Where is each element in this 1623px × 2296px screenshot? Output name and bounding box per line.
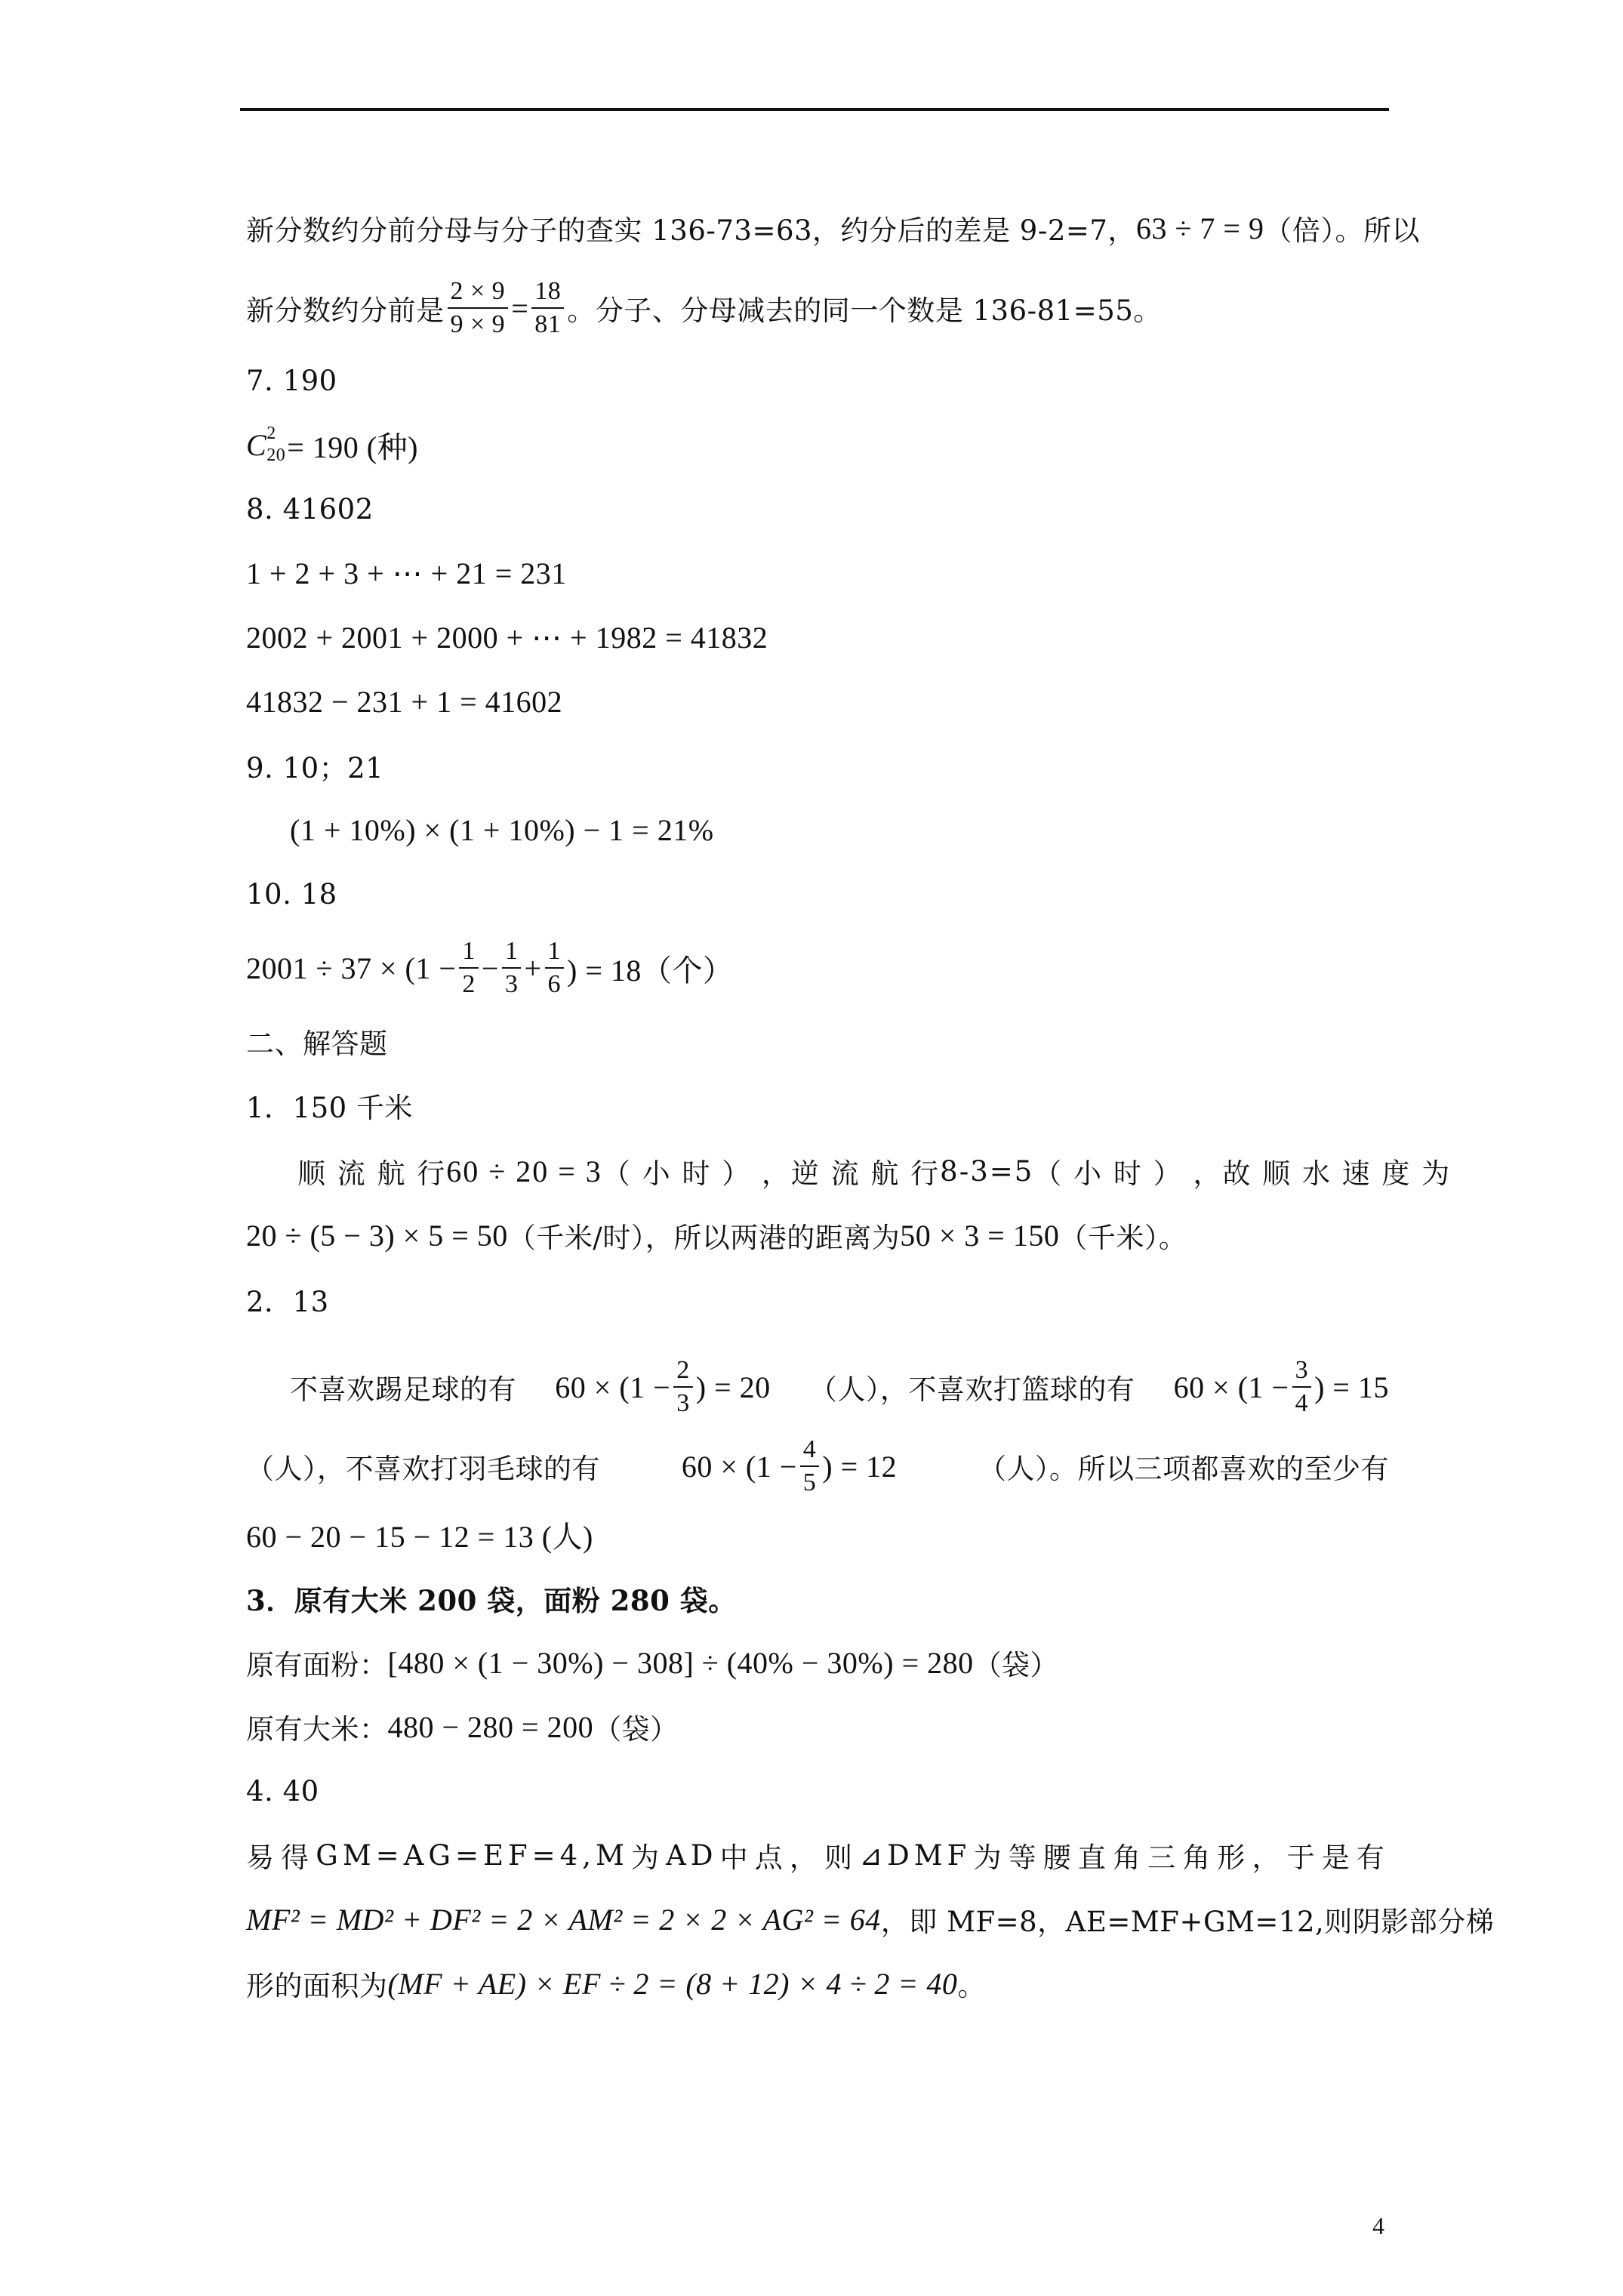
text: （袋）	[973, 1649, 1059, 1681]
text: （倍）。所以	[1264, 214, 1420, 247]
equation: ) = 20	[695, 1370, 771, 1404]
text: 新分数约分前是	[246, 294, 445, 327]
equation: (1 + 10%) × (1 + 10%) − 1 = 21%	[290, 812, 714, 847]
numerator: 18	[531, 278, 564, 309]
text: （人）。所以三项都喜欢的至少有	[978, 1453, 1389, 1485]
word: 角	[1182, 1841, 1215, 1874]
equation: ) = 12	[822, 1449, 898, 1484]
equation: 60 × (1 −	[1173, 1370, 1289, 1404]
answer-line	[246, 1074, 1389, 1136]
answer-line	[246, 735, 1389, 797]
text: 原有面粉：	[246, 1649, 388, 1681]
text: 。分子、分母减去的同一个数是 136-81=55。	[567, 294, 1162, 327]
numerator: 2 × 9	[448, 278, 509, 309]
answer-line	[246, 350, 1389, 411]
equation: 480 − 280 = 200	[387, 1709, 594, 1744]
equation: MF² = MD² + DF² = 2 × AM² = 2 × 2 × AG² = 64	[246, 1902, 881, 1937]
equation-line	[246, 1503, 1389, 1565]
text-line	[246, 1824, 1389, 1886]
text-line	[246, 1632, 1389, 1693]
text: 9. 10；21	[246, 752, 384, 784]
denominator: 2	[462, 970, 476, 998]
text: （千米/时），所以两港的距离为	[507, 1222, 901, 1254]
text: 10. 18	[246, 877, 337, 911]
text-line	[246, 1696, 1389, 1758]
answer-line	[246, 1567, 1389, 1629]
text-line	[246, 1888, 1495, 1950]
equation: (MF + AE) × EF ÷ 2 = (8 + 12) × 4 ÷ 2 = 40	[387, 1966, 958, 2001]
word: GM=AG=EF=4,M	[316, 1838, 629, 1872]
denominator: 81	[534, 310, 562, 338]
word: 等	[1008, 1841, 1041, 1874]
fraction	[673, 1357, 693, 1416]
fraction	[459, 938, 479, 997]
text: 8-3=5	[940, 1154, 1034, 1188]
text: 逆 流 航 行	[790, 1157, 941, 1190]
word: ，	[789, 1841, 822, 1874]
fraction	[502, 938, 522, 997]
equation: = 190 (种)	[287, 430, 418, 464]
fraction	[800, 1436, 820, 1496]
numerator: 3	[1292, 1357, 1312, 1388]
word: 直	[1077, 1841, 1110, 1874]
denominator: 3	[504, 970, 519, 998]
answer-line	[246, 478, 1389, 540]
equation-line	[246, 606, 1389, 668]
text: 不喜欢踢足球的有	[290, 1373, 516, 1406]
numerator: 1	[502, 938, 522, 969]
fraction	[531, 278, 564, 337]
text: 8. 41602	[246, 492, 374, 525]
word: 易	[246, 1841, 279, 1874]
text: 。	[957, 1970, 986, 2002]
text-line	[246, 197, 1420, 259]
word: 角	[1112, 1841, 1145, 1874]
word: 形	[1217, 1841, 1250, 1874]
denominator: 3	[676, 1389, 690, 1417]
text-line	[246, 1425, 1389, 1508]
word: 为	[630, 1841, 664, 1874]
denominator: 4	[1295, 1389, 1309, 1417]
operator: −	[481, 951, 499, 985]
text: 原有大米：	[246, 1713, 388, 1746]
equation: 60 ÷ 20 = 3	[446, 1154, 602, 1188]
word: 有	[1356, 1841, 1389, 1874]
equation-line	[246, 930, 1389, 1006]
answer-line	[246, 863, 1389, 925]
equation: 60 × (1 −	[681, 1449, 797, 1484]
numerator: 4	[800, 1436, 820, 1467]
word: ⊿DMF	[859, 1838, 972, 1872]
equation-line	[246, 670, 1389, 732]
text-line	[290, 1345, 1389, 1428]
equation: 60 − 20 − 15 − 12 = 13 (人)	[246, 1519, 593, 1554]
page-number: 4	[1372, 2212, 1384, 2239]
fraction	[448, 278, 509, 337]
text: （人），不喜欢打羽毛球的有	[246, 1453, 600, 1485]
superscript: 2	[266, 424, 276, 444]
combination-symbol: C	[246, 427, 267, 462]
text-line	[297, 1140, 1452, 1202]
word: ，	[1252, 1841, 1285, 1874]
equation: 41832 − 231 + 1 = 41602	[246, 684, 563, 719]
word: 三	[1147, 1841, 1181, 1874]
equation: ) = 18（个）	[567, 953, 734, 988]
text: （人），不喜欢打篮球的有	[808, 1373, 1135, 1406]
numerator: 2	[673, 1357, 693, 1388]
equation-line	[246, 542, 1389, 604]
text: 4. 40	[246, 1774, 319, 1808]
text: 顺 流 航 行	[297, 1157, 447, 1190]
word: AD	[666, 1838, 718, 1872]
equation: 20 ÷ (5 − 3) × 5 = 50	[246, 1218, 508, 1253]
numerator: 1	[459, 938, 479, 969]
answer-line	[246, 1760, 1389, 1822]
subscript: 20	[266, 445, 286, 465]
text: 1．150 千米	[246, 1092, 413, 1124]
word: 腰	[1042, 1841, 1076, 1874]
text: （ 小 时 ） ，	[1033, 1157, 1223, 1190]
text: （千米）。	[1059, 1222, 1187, 1254]
equation: ) = 15	[1314, 1370, 1389, 1404]
word: 则	[824, 1841, 857, 1874]
answer-line	[246, 1268, 1389, 1330]
text: 2．13	[246, 1286, 329, 1318]
text: 3．原有大米 200 袋，面粉 280 袋。	[246, 1584, 737, 1617]
denominator: 6	[547, 970, 562, 998]
word: 得	[281, 1841, 314, 1874]
operator: +	[524, 951, 542, 985]
text: 7. 190	[246, 364, 337, 397]
text-line	[246, 1204, 1389, 1266]
denominator: 5	[802, 1469, 817, 1496]
text: 二、解答题	[246, 1028, 388, 1060]
text-line	[246, 1952, 1389, 2014]
equation: 2002 + 2001 + 2000 + ⋯ + 1982 = 41832	[246, 620, 768, 655]
word: 是	[1321, 1841, 1354, 1874]
equals-sign: =	[511, 291, 529, 325]
equation-line	[246, 414, 1389, 476]
equation: 1 + 2 + 3 + ⋯ + 21 = 231	[246, 556, 567, 590]
word: 于	[1286, 1841, 1320, 1874]
word: 点	[754, 1841, 787, 1874]
equation: 63 ÷ 7 = 9	[1135, 211, 1264, 245]
text: 故 顺 水 速 度 为	[1222, 1157, 1452, 1190]
equation: 60 × (1 −	[555, 1370, 671, 1404]
text: （ 小 时 ） ，	[602, 1157, 791, 1190]
text: 新分数约分前分母与分子的查实 136-73=63，约分后的差是 9-2=7，	[246, 214, 1136, 247]
word: 中	[719, 1841, 753, 1874]
text: （袋）	[593, 1713, 679, 1746]
numerator: 1	[545, 938, 565, 969]
fraction	[1292, 1357, 1312, 1416]
fraction	[545, 938, 565, 997]
equation: 50 × 3 = 150	[900, 1218, 1060, 1253]
text: ，即 MF=8，AE=MF+GM=12,则阴影部分梯	[880, 1906, 1495, 1938]
text-line	[246, 270, 1389, 346]
equation-line	[290, 799, 1433, 861]
equation: [480 × (1 − 30%) − 308] ÷ (40% − 30%) = 280	[387, 1645, 974, 1680]
denominator: 9 × 9	[450, 310, 506, 338]
text: 形的面积为	[246, 1970, 388, 2002]
word: 为	[973, 1841, 1006, 1874]
equation: 2001 ÷ 37 × (1 −	[246, 951, 457, 985]
section-heading	[246, 1010, 1389, 1072]
header-rule	[240, 108, 1389, 111]
